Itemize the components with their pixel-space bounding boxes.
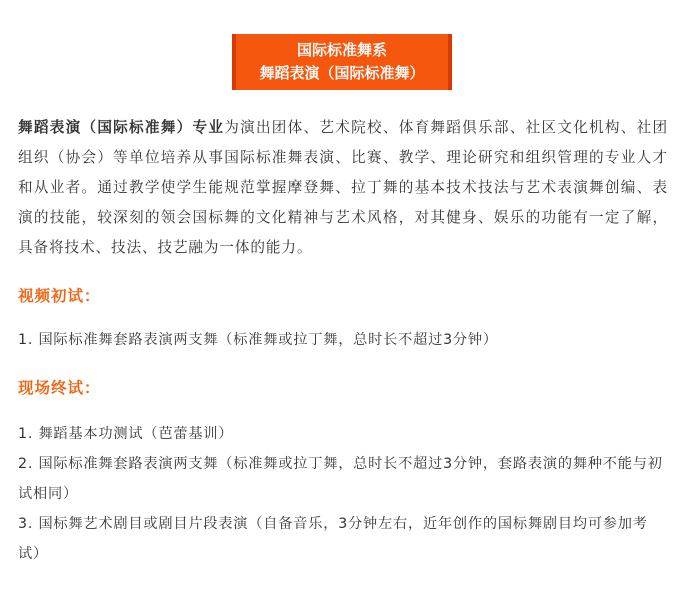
banner-major-title: 舞蹈表演（国际标准舞）	[259, 64, 425, 82]
onsite-round-item-3: 3. 国标舞艺术剧目或剧目片段表演（自备音乐，3分钟左右，近年创作的国标舞剧目均可参加考试）	[18, 516, 648, 562]
video-round-heading: 视频初试：	[18, 287, 101, 305]
intro-major-name: 舞蹈表演（国际标准舞）专业	[18, 119, 225, 136]
department-banner	[232, 34, 452, 90]
onsite-round-heading: 现场终试：	[18, 379, 101, 397]
intro-description: 为演出团体、艺术院校、体育舞蹈俱乐部、社区文化机构、社团组织（协会）等单位培养从事国际标准舞表演、比赛、教学、理论研究和组织管理的专业人才和从业者。通过教学使学生能规范掌握摩登舞、拉丁舞的基本技术技法与艺术表演舞创编、表演的技能，较深刻的领会国标舞的文化精神与艺术风格，对其健身、娱乐的功能有一定了解，具备将技术、技法、技艺融为一体的能力。	[18, 119, 669, 256]
onsite-round-item-2: 2. 国际标准舞套路表演两支舞（标准舞或拉丁舞，总时长不超过3分钟，套路表演的舞种不能与初试相同）	[18, 456, 663, 502]
onsite-round-item-1: 1. 舞蹈基本功测试（芭蕾基训）	[18, 426, 234, 442]
video-round-item-1: 1. 国际标准舞套路表演两支舞（标准舞或拉丁舞，总时长不超过3分钟）	[18, 332, 498, 348]
banner-department-title: 国际标准舞系	[296, 41, 387, 59]
major-introduction	[18, 113, 668, 263]
